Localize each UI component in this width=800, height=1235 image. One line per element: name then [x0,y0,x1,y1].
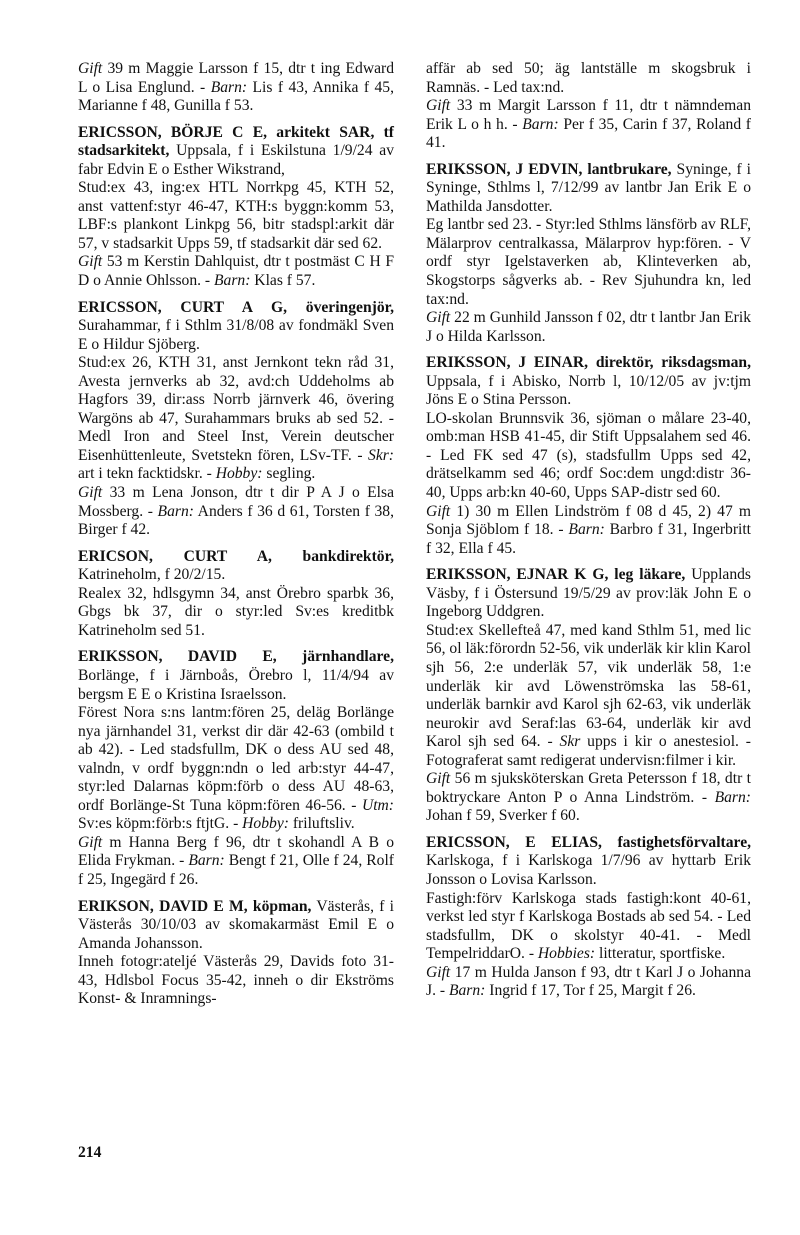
gift-label: Gift [426,963,451,981]
entry-continuation-left [78,60,394,116]
barn-text: Per f 35, Carin f 37, Roland f 41. [426,115,751,152]
gift-text: 33 m Margit Larsson f 11, dtr t nämndeman Erik L o h h. - [426,97,751,133]
entry-body: Realex 32, hdlsgymn 34, anst Örebro sparbk 36, Gbgs bk 37, dir o styr:led Sv:es kreditbk Katrineholm sed 51. [78,584,394,639]
entry-eriksson-ejnar-kg [426,566,751,826]
entry-body: Stud:ex 43, ing:ex HTL Norrkpg 45, KTH 52, anst vattenf:styr 46-47, KTH:s byggn:komm 53, LBF:s plankont Linkpg 56, bitr stadspl:arkit där 57, v stadsarkit Upps 59, tf stadsarkit där sed 62. [78,179,394,252]
entry-ericsson-e-elias [426,834,751,1001]
gift-text: 1) 30 m Ellen Lindström f 08 d 45, 2) 47 m Sonja Sjöblom f 18. - [426,502,751,539]
gift-label: Gift [426,770,451,788]
gift-label: Gift [426,309,451,327]
barn-text: Barbro f 31, Ingerbritt f 32, Ella f 45. [426,521,752,557]
barn-text: Lis f 43, Annika f 45, Marianne f 48, Gunilla f 53. [78,78,394,115]
barn-label: Barn: [188,852,225,870]
gift-text: m Hanna Berg f 96, dtr t skohandl A B o Elida Frykman. - [78,833,394,870]
entry-name: ERIKSSON, J EDVIN, [426,160,583,178]
gift-label: Gift [78,253,103,271]
entry-name: ERICSSON, BÖRJE C E, [78,123,267,141]
gift-label: Gift [426,97,451,115]
gift-text: 39 m Maggie Larsson f 15, dtr t ing Edward L o Lisa Englund. - [78,60,394,96]
entry-title: bankdirektör, [271,547,394,565]
entry-name: ERICSSON, E ELIAS, [426,833,602,851]
barn-text: Klas f 57. [250,272,316,290]
barn-label: Barn: [448,982,486,1000]
entry-continuation-right [426,60,751,153]
entry-eriksson-j-einar [426,354,751,558]
entry-name: ERICSON, CURT A, [78,547,272,565]
hobby-text: friluftsliv. [288,815,355,833]
utm-label: Utm: [361,796,394,814]
entry-name: ERICSSON, CURT A G, [78,298,287,316]
skr-text: upps i kir o anestesiol. - Fotograferat samt redigerat undervisn:filmer i kir. [426,733,752,769]
gift-label: Gift [78,833,103,851]
hobbies-label: Hobbies: [537,945,596,963]
entry-body: Stud:ex Skellefteå 47, med kand Sthlm 51, med lic 56, ol läk:förordn 52-56, vik underläk kir klin Karol sjh 56, 2:e underläk 57, vik underläk 58, 1:e underläk kir avd Löwenströmska las 58-61, underläk barnkir avd Karol sjh 62-63, vik underläk neurokir avd Seraf:las 63-64, underläk kir avd Karol sjh sed 64. - [426,621,751,751]
entry-title: direktör, riksdagsman, [588,354,751,372]
entry-ericsson-curt-g [78,299,394,540]
entry-head: Surahammar, f i Sthlm 31/8/08 av fondmäkl Sven E o Hildur Sjöberg. [78,317,394,353]
utm-text: Sv:es köpm:förb:s ftjtG. - [78,815,243,833]
entry-name: ERIKSON, DAVID E M, [78,897,248,915]
hobbies-text: litteratur, sportfiske. [595,945,726,963]
page-number: 214 [78,1144,102,1161]
entry-title: arkitekt SAR, tf stadsarkitekt, [78,123,394,160]
entry-head: Uppsala, f i Eskilstuna 1/9/24 av fabr Edvin E o Esther Wikstrand, [78,142,394,178]
barn-text: Bengt f 21, Olle f 24, Rolf f 25, Ingegärd f 26. [78,852,394,888]
entry-title: leg läkare, [608,566,686,584]
barn-label: Barn: [210,78,248,96]
entry-head: Borlänge, f i Järnboås, Örebro l, 11/4/94 av bergsm E E o Kristina Israelsson. [78,666,394,703]
gift-text: 53 m Kerstin Dahlquist, dtr t postmäst C H F D o Annie Ohlsson. - [78,253,394,290]
barn-label: Barn: [714,788,751,806]
gift-text: 56 m sjuksköterskan Greta Petersson f 18, dtr t boktryckare Anton P o Anna Lindström. - [426,770,751,806]
entry-title: överingenjör, [286,298,395,316]
entry-title: köpman, [247,897,312,915]
entry-head: Västerås, f i Västerås 30/10/03 av skomakarmäst Emil E o Amanda Johansson. [78,897,394,952]
gift-text: 22 m Gunhild Jansson f 02, dtr t lantbr Jan Erik J o Hilda Karlsson. [426,309,751,345]
entry-erikson-david-em [78,898,394,1009]
barn-label: Barn: [568,521,605,539]
entry-body: Förest Nora s:ns lantm:fören 25, deläg Borlänge nya järnhandel 31, verkst dir där 42-63 (ombild t ab 42). - Led stadsfullm, DK o dess AU sed 48, valndn, v ordf byggn:ndn o led arb:styr 44-47, styr:led Dalarnas köpm:förb o dess AU 48-63, ordf Borlänge-St Tuna köpm:fören 46-56. - [78,704,394,814]
entry-body: Fastigh:förv Karlskoga stads fastigh:kont 40-61, verkst led styr f Karlskoga Bostads ab sed 54. - Led stadsfullm, DK o skolstyr 40-41. - Medl TempelriddarO. - [426,889,751,963]
hobby-label: Hobby: [215,465,263,483]
entry-head: Upplands Väsby, f i Östersund 19/5/29 av prov:läk John E o Ingeborg Uddgren. [426,566,751,621]
entry-name: ERIKSSON, DAVID E, [78,648,277,666]
skr-text: art i tekn facktidskr. - [78,465,216,483]
gift-label: Gift [78,484,103,502]
barn-text: Johan f 59, Sverker f 60. [426,807,580,825]
entry-body: affär ab sed 50; äg lantställe m skogsbruk i Ramnäs. - Led tax:nd. [426,60,751,96]
hobby-text: segling. [262,465,316,483]
skr-label: Skr [559,733,581,751]
barn-label: Barn: [157,502,194,520]
barn-label: Barn: [522,115,559,133]
entry-name: ERIKSSON, EJNAR K G, [426,566,609,584]
hobby-label: Hobby: [242,815,289,833]
entry-title: fastighetsförvaltare, [601,833,752,851]
left-column [78,60,394,1017]
gift-label: Gift [78,60,103,77]
entry-eriksson-david-e [78,648,394,889]
entry-head: Karlskoga, f i Karlskoga 1/7/96 av hyttarb Erik Jonsson o Lovisa Karlsson. [426,852,751,888]
entry-title: järnhandlare, [276,648,394,666]
entry-head: Syninge, f i Syninge, Sthlms l, 7/12/99 av lantbr Jan Erik E o Mathilda Jansdotter. [426,160,752,215]
gift-text: 33 m Lena Jonson, dtr t dir P A J o Elsa Mossberg. - [78,484,394,520]
entry-ericson-curt-a [78,548,394,641]
barn-label: Barn: [214,272,251,290]
barn-text: Anders f 36 d 61, Torsten f 38, Birger f 42. [78,502,395,539]
gift-text: 17 m Hulda Janson f 93, dtr t Karl J o Johanna J. - [426,963,751,1000]
entry-title: lantbrukare, [582,160,672,178]
right-column [426,60,751,1009]
entry-body: Eg lantbr sed 23. - Styr:led Sthlms länsförb av RLF, Mälarprov centralkassa, Mälarprov hyp:fören. - V ordf styr Igelstaverken ab, Klinteverken ab, Skogstorps sågverks ab. - Rev Sjuhundra kn, led tax:nd. [426,216,751,308]
entry-head: Uppsala, f i Abisko, Norrb l, 10/12/05 av jv:tjm Jöns E o Stina Persson. [426,372,751,409]
entry-name: ERIKSSON, J EINAR, [426,354,589,372]
skr-label: Skr: [368,446,394,464]
entry-eriksson-j-edvin [426,161,751,346]
entry-body: Inneh fotogr:ateljé Västerås 29, Davids foto 31-43, Hdlsbol Focus 35-42, inneh o dir Ekströms Konst- & Inramnings- [78,953,394,1008]
entry-body: LO-skolan Brunnsvik 36, sjöman o målare 23-40, omb:man HSB 41-45, dir Stift Uppsalahem sed 46. - Led FK sed 47 (s), stadsfullm Upps sed 42, drätselkamm sed 46; ordf Soc:dem ungd:distr 36-40, Upps arb:kn 40-60, Upps SAP-distr sed 60. [426,409,751,502]
gift-label: Gift [426,502,451,520]
entry-body: Stud:ex 26, KTH 31, anst Jernkont tekn råd 31, Avesta jernverks ab 32, avd:ch Uddeholms ab Hagfors 39, dir:ass Norrb järnverk 46, övering Wargöns ab 47, Surahammars bruks ab sed 52. - Medl Iron and Steel Inst, Verein deutscher Eisenhüttenleute, Svetstekn fören, LSv-TF. - [78,354,394,464]
entry-head: Katrineholm, f 20/2/15. [78,566,226,584]
entry-ericsson-borje [78,124,394,291]
barn-text: Ingrid f 17, Tor f 25, Margit f 26. [485,982,696,1000]
